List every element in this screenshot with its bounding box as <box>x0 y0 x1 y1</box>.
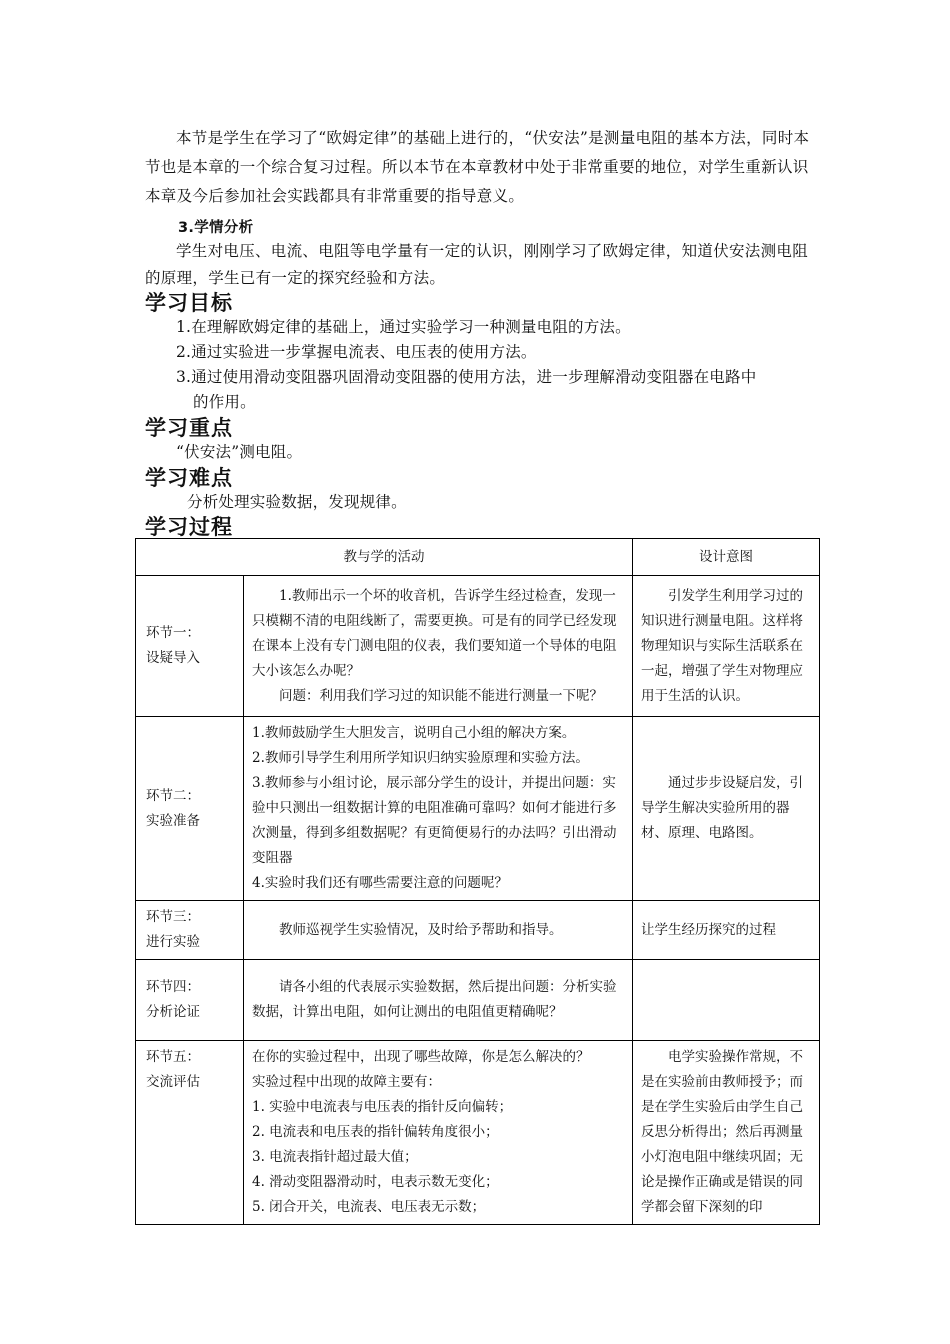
stage-cell <box>136 1041 244 1225</box>
intent-cell: 引发学生利用学习过的知识进行测量电阻。这样将物理知识与实际生活联系在一起，增强了学生对物理应用于生活的认识。 <box>633 576 820 717</box>
intent-cell <box>633 960 820 1041</box>
intent-cell: 让学生经历探究的过程 <box>633 901 820 960</box>
activity-line: 1.教师出示一个坏的收音机，告诉学生经过检查，发现一只模糊不清的电阻线断了，需要更换。可是有的同学已经发现在课本上没有专门测电阻的仪表，我们要知道一个导体的电阻大小该怎么办呢？ <box>252 587 617 679</box>
activity-line: 3. 电流表指针超过最大值； <box>252 1149 418 1165</box>
objective-item-1: 1.在理解欧姆定律的基础上，通过实验学习一种测量电阻的方法。 <box>176 318 631 336</box>
column-header-intent: 设计意图 <box>633 539 820 576</box>
stage-title: 交流评估 <box>146 1074 200 1090</box>
difficulties-text: 分析处理实验数据，发现规律。 <box>187 493 407 511</box>
activity-line: 2. 电流表和电压表的指针偏转角度很小； <box>252 1124 499 1140</box>
activity-cell <box>244 717 633 901</box>
activity-line: 在你的实验过程中，出现了哪些故障，你是怎么解决的？ <box>252 1049 590 1065</box>
objective-item-3-text: 3.通过使用滑动变阻器巩固滑动变阻器的使用方法，进一步理解滑动变阻器在电路中 <box>176 368 757 386</box>
stage-title: 设疑导入 <box>146 650 200 666</box>
objectives-heading: 学习目标 <box>145 291 233 315</box>
activity-cell <box>244 1041 633 1225</box>
intro-paragraph: 本节是学生在学习了“欧姆定律”的基础上进行的，“伏安法”是测量电阻的基本方法，同时本节也是本章的一个综合复习过程。所以本节在本章教材中处于非常重要的地位，对学生重新认识本章及今后参加社会实践都具有非常重要的指导意义。 <box>145 129 810 205</box>
activity-cell <box>244 576 633 717</box>
objective-item-3-cont: 的作用。 <box>193 393 256 411</box>
learner-analysis-heading: 3.学情分析 <box>178 220 254 236</box>
difficulties-heading: 学习难点 <box>145 466 233 490</box>
activity-line: 1. 实验中电流表与电压表的指针反向偏转； <box>252 1099 513 1115</box>
learner-analysis-text: 学生对电压、电流、电阻等电学量有一定的认识，刚刚学习了欧姆定律，知道伏安法测电阻的原理，学生已有一定的探究经验和方法。 <box>145 242 809 287</box>
intent-cell: 通过步步设疑启发，引导学生解决实验所用的器材、原理、电路图。 <box>633 717 820 901</box>
stage-title: 分析论证 <box>146 1004 200 1020</box>
table-row <box>136 717 820 901</box>
stage-cell <box>136 717 244 901</box>
intent-cell: 电学实验操作常规，不是在实验前由教师授予；而是在学生实验后由学生自己反思分析得出；然后再测量小灯泡电阻中继续巩固；无论是操作正确或是错误的同学都会留下深刻的印 <box>633 1041 820 1225</box>
stage-number: 环节五： <box>146 1049 200 1065</box>
activity-line: 问题：利用我们学习过的知识能不能进行测量一下呢？ <box>279 687 603 704</box>
table-header-row <box>136 539 820 576</box>
activity-line: 1.教师鼓励学生大胆发言，说明自己小组的解决方案。 <box>252 725 576 741</box>
objective-item-2: 2.通过实验进一步掌握电流表、电压表的使用方法。 <box>176 343 537 361</box>
table-row <box>136 1041 820 1225</box>
key-points-heading: 学习重点 <box>145 416 233 440</box>
activity-line: 5. 闭合开关，电流表、电压表无示数； <box>252 1199 486 1215</box>
activity-cell: 请各小组的代表展示实验数据，然后提出问题：分析实验数据，计算出电阻，如何让测出的电阻值更精确呢？ <box>244 960 633 1041</box>
key-points-text: “伏安法”测电阻。 <box>176 443 303 461</box>
stage-cell <box>136 960 244 1041</box>
activity-line: 3.教师参与小组讨论，展示部分学生的设计，并提出问题：实验中只测出一组数据计算的电阻准确可靠吗？如何才能进行多次测量，得到多组数据呢？有更简便易行的办法吗？引出滑动变阻器 <box>252 775 617 866</box>
stage-number: 环节四： <box>146 979 200 995</box>
stage-cell <box>136 901 244 960</box>
activity-line: 4. 滑动变阻器滑动时，电表示数无变化； <box>252 1174 499 1190</box>
table-row <box>136 960 820 1041</box>
objective-item-3 <box>176 365 806 415</box>
stage-number: 环节二： <box>146 787 200 804</box>
stage-cell <box>136 576 244 717</box>
column-header-activity: 教与学的活动 <box>136 539 633 576</box>
stage-number: 环节三： <box>146 909 200 925</box>
stage-number: 环节一： <box>146 625 200 641</box>
table-row <box>136 901 820 960</box>
activity-cell: 教师巡视学生实验情况，及时给予帮助和指导。 <box>244 901 633 960</box>
activity-line: 2.教师引导学生利用所学知识归纳实验原理和实验方法。 <box>252 750 589 766</box>
activity-line: 实验过程中出现的故障主要有： <box>252 1074 441 1090</box>
process-table <box>135 538 820 1225</box>
process-heading: 学习过程 <box>145 515 233 539</box>
stage-title: 进行实验 <box>146 934 200 950</box>
stage-title: 实验准备 <box>146 812 200 829</box>
table-row <box>136 576 820 717</box>
activity-line: 4.实验时我们还有哪些需要注意的问题呢？ <box>252 875 508 891</box>
